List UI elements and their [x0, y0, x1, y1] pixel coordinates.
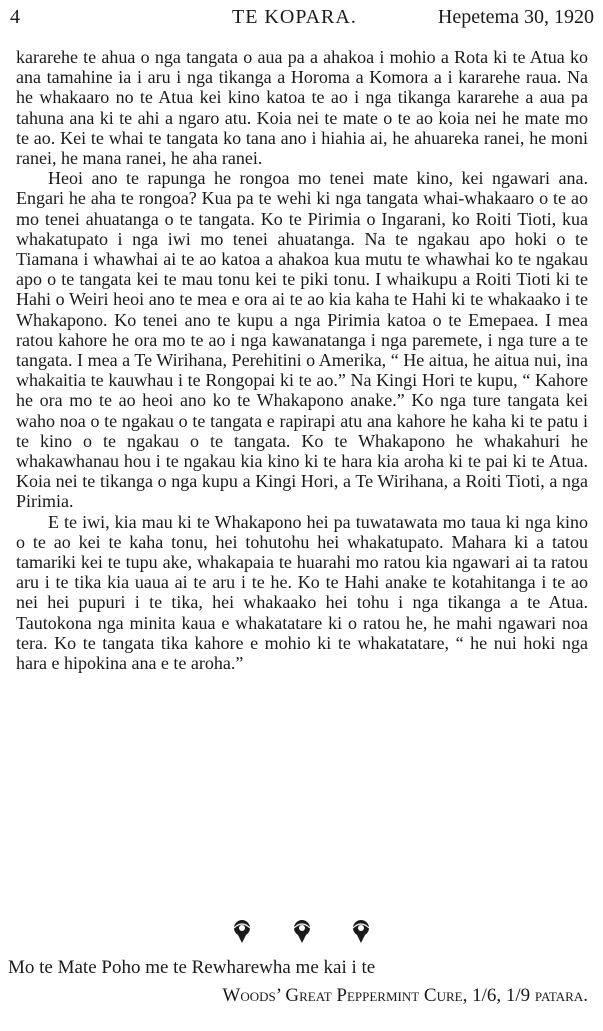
page-number: 4 [10, 6, 20, 28]
advert-product: Woods’ Great Peppermint Cure, 1/6, 1/9 patara. [222, 985, 588, 1006]
page-header [10, 6, 594, 36]
ornament-divider [0, 918, 603, 948]
flower-ornament-icon [229, 918, 255, 944]
article-paragraph-1: kararehe te ahua o nga tangata o aua pa a ahakoa i mohio a Rota ki te Atua ko ana tamahine ia i aru i nga tikanga a Horoma a Komora a i kararehe raua. Na he whakaaro no te Atua kei kino katoa te ao i nga tikanga kararehe a aua pa tahuna ana ki te ahi a ngaro atu. Koia nei te mate o te ao koia nei he mate mo te ao. Kei te whai te tangata ko tana ano i hiahia ai, he ahuareka ranei, he moni ranei, he mana ranei, he aha ranei. [16, 47, 588, 169]
article-paragraph-3: E te iwi, kia mau ki te Whakapono hei pa tuwatawata mo taua ki nga kino o te ao kei te kaha tonu, hei tohutohu hei whakatupato. Mahara ki a tatou tamariki kei te tupu ake, whakapaia te huarahi mo ratou kia ngawari ai ta ratou aru i te tika kia uaua ai te aru i te he. Ko te Hahi anake te kotahitanga i te ao nei hei pupuri i te tika, hei whakaako hei tohu i nga tikanga a te Atua. Tautokona nga minita kaua e whakatatare ki o ratou he, he mahi ngawari noa tera. Ko te tangata tika kahore e mohio ki te whakatatare, “ he nui hoki nga hara e hipokina ana e te aroha.” [16, 511, 588, 674]
newspaper-title: TE KOPARA. [232, 6, 357, 28]
flower-ornament-icon [348, 918, 374, 944]
issue-date: Hepetema 30, 1920 [437, 6, 594, 28]
article-body [16, 47, 588, 673]
article-paragraph-2: Heoi ano te rapunga he rongoa mo tenei mate kino, kei ngawari ana. Engari he aha te rongoa? Kua pa te wehi ki nga tangata whai-whakaaro o te ao mo tenei ahuatanga o te tangata. Ko te Pirimia o Ingarani, ko Roiti Tioti, kua whakatupato i nga iwi mo tenei ahuatanga. Na te ngakau apo hoki o te Tiamana i whawhai ai te ao katoa a ahakoa kua mutu te whawhai ko te ngakau apo o te tangata kei te mau tonu kei te piki tonu. I whaikupu a Roiti Tioti ki te Hahi o Weiri heoi ano te mea e ora ai te ao kia kaha te Hahi ki te whakaako i te Whakapono. Ko tenei ano te kupu a nga Pirimia katoa o te Emepaea. I mea ratou kahore he ora mo te ao i nga kawanatanga i nga paremete, i nga ture a te tangata. I mea a Te Wirihana, Perehitini o Amerika, “ He aitua, he aitua nui, ina whakaitia te kauwhau i te Rongopai ki te ao.” Na Kingi Hori te kupu, “ Kahore he ora mo te ao heoi ano ko te Whakapono anake.” Ko nga ture tangata kei waho noa o te ngakau o te tangata e rapirapi atu ana kahore he kaha ki te patu i te kino o te ngakau o te tangata. Ko te Whakapono he whakahuri he whakawhanau hou i te ngakau kia kino ki te hara kia aroha ki te pai ki te Atua. Koia nei te tikanga o nga kupu a Kingi Hori, a Te Wirihana, a Roiti Tioti, a nga Pirimia. [16, 168, 588, 512]
advert-text: Mo te Mate Poho me te Rewharewha me kai i te [8, 957, 376, 978]
flower-ornament-icon [289, 918, 315, 944]
